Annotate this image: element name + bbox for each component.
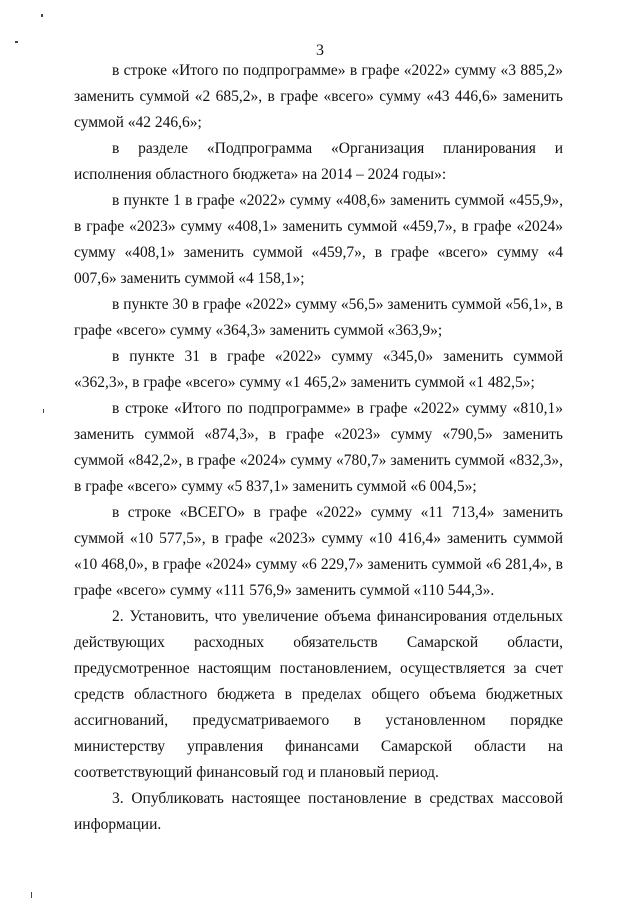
paragraph-clause-3: 3. Опубликовать настоящее постановление в средствах массовой информации. [74, 790, 563, 833]
scan-speck [31, 892, 32, 898]
document-body [74, 58, 563, 838]
paragraph-clause-2: 2. Установить, что увеличение объема финансирования отдельных действующих расходных обязательств Самарской области, предусмотренное настоящим постановлением, осуществляется за счет средств областного бюджета в пределах общего объема бюджетных ассигнований, предусматриваемого в установленном порядке министерству управления финансами Самарской области на соответствующий финансовый год и плановый период. [74, 608, 563, 781]
paragraph-section-heading: в разделе «Подпрограмма «Организация планирования и исполнения областного бюджета» на 2014 – 2024 годы»: [74, 140, 563, 183]
paragraph-itogo-subprogram-1: в строке «Итого по подпрограмме» в графе «2022» сумму «3 885,2» заменить суммой «2 685,2», в графе «всего» сумму «43 446,6» заменить суммой «42 246,6»; [74, 62, 563, 131]
scan-speck [15, 41, 18, 43]
paragraph-vsego: в строке «ВСЕГО» в графе «2022» сумму «11 713,4» заменить суммой «10 577,5», в графе «2023» сумму «10 416,4» заменить суммой «10 468,0», в графе «2024» сумму «6 229,7» заменить суммой «6 281,4», в графе «всего» сумму «111 576,9» заменить суммой «110 544,3». [74, 504, 563, 599]
scan-speck [41, 14, 43, 17]
paragraph-item-30: в пункте 30 в графе «2022» сумму «56,5» заменить суммой «56,1», в графе «всего» сумму «364,3» заменить суммой «363,9»; [74, 296, 563, 339]
paragraph-itogo-subprogram-2: в строке «Итого по подпрограмме» в графе «2022» сумму «810,1» заменить суммой «874,3», в графе «2023» сумму «790,5» заменить суммой «842,2», в графе «2024» сумму «780,7» заменить суммой «832,3», в графе «всего» сумму «5 837,1» заменить суммой «6 004,5»; [74, 400, 563, 495]
page-number: 3 [316, 42, 324, 59]
scan-speck [43, 409, 44, 413]
paragraph-item-31: в пункте 31 в графе «2022» сумму «345,0» заменить суммой «362,3», в графе «всего» сумму «1 465,2» заменить суммой «1 482,5»; [74, 348, 563, 391]
paragraph-item-1: в пункте 1 в графе «2022» сумму «408,6» заменить суммой «455,9», в графе «2023» сумму «408,1» заменить суммой «459,7», в графе «2024» сумму «408,1» заменить суммой «459,7», в графе «всего» сумму «4 007,6» заменить суммой «4 158,1»; [74, 192, 563, 287]
